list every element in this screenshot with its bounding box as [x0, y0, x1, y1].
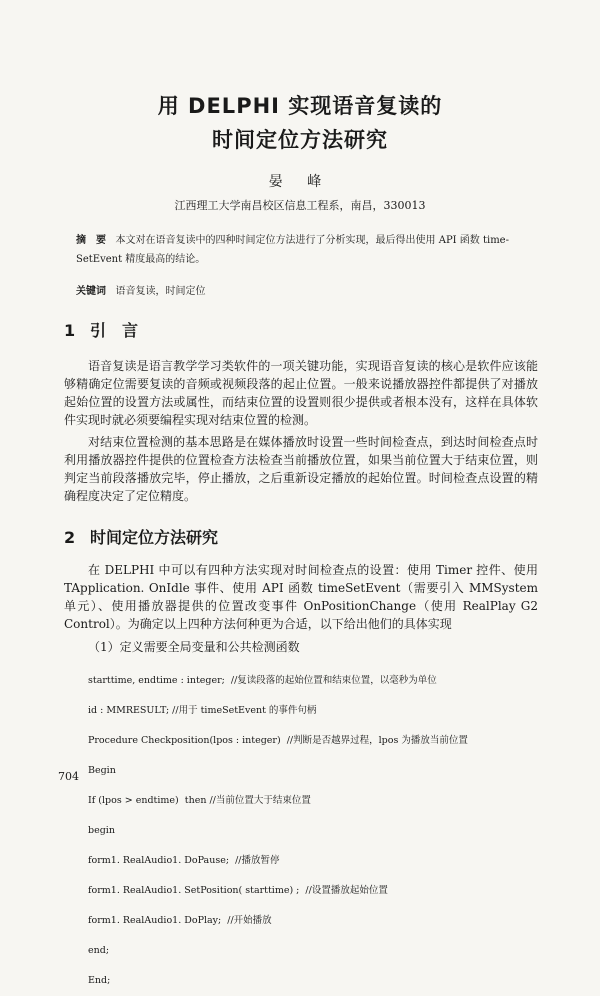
abstract-text-line-1: 本文对在语音复读中的四种时间定位方法进行了分析实现，最后得出使用 API 函数 time- [115, 235, 509, 246]
section-2-heading [64, 525, 218, 548]
keywords-text: 语音复读，时间定位 [115, 286, 206, 297]
code-line: Begin [88, 765, 116, 776]
code-line: Procedure Checkposition(lpos : integer) //判断是否越界过程，lpos 为播放当前位置 [88, 735, 468, 746]
paper-title-line-1: 用 DELPHI 实现语音复读的 [157, 94, 443, 118]
section-1-paragraph-1: 语音复读是语言教学学习类软件的一项关键功能，实现语音复读的核心是软件应该能够精确定位需要复读的音频或视频段落的起止位置。一般来说播放器控件都提供了对播放起始位置的设置方法或属性，而结束位置的设置则很少提供或者根本没有，这样在具体软件实现时就必须要编程实现对结束位置的检测。 [64, 359, 538, 427]
section-1-paragraph-2: 对结束位置检测的基本思路是在媒体播放时设置一些时间检查点，到达时间检查点时利用播放器控件提供的位置检查方法检查当前播放位置，如果当前位置大于结束位置，则判定当前段落播放完毕，停止播放，之后重新设定播放的起始位置。时间检查点设置的精确程度决定了定位精度。 [64, 435, 538, 503]
code-block [88, 656, 468, 996]
abstract-label: 摘 要 [76, 235, 106, 246]
section-1-number: 1 [64, 321, 76, 340]
section-2-number: 2 [64, 528, 76, 547]
section-1-title: 引 言 [90, 321, 139, 340]
section-1-heading [64, 318, 138, 341]
code-line: form1. RealAudio1. DoPause; //播放暂停 [88, 855, 280, 866]
code-line: begin [88, 825, 115, 836]
keywords [76, 282, 206, 301]
code-line: id : MMRESULT; //用于 timeSetEvent 的事件句柄 [88, 705, 317, 716]
abstract [76, 231, 536, 269]
section-2-title: 时间定位方法研究 [90, 528, 219, 547]
affiliation: 江西理工大学南昌校区信息工程系，南昌，330013 [174, 199, 426, 212]
page-number: 704 [58, 770, 79, 783]
code-line: form1. RealAudio1. DoPlay; //开始播放 [88, 915, 272, 926]
paper-title-line-2: 时间定位方法研究 [212, 128, 388, 152]
code-line: form1. RealAudio1. SetPosition( starttime) ; //设置播放起始位置 [88, 885, 388, 896]
code-line: end; [88, 945, 110, 956]
section-2-paragraph-1: 在 DELPHI 中可以有四种方法实现对时间检查点的设置：使用 Timer 控件、使用 TApplication. OnIdle 事件、使用 API 函数 timeSetEvent（需要引入 MMSystem 单元）、使用播放器提供的位置改变事件 OnPositionChange（使用 RealPlay G2 Control）。为确定以上四种方法何种更为合适，以下给出他们的具体实现 [64, 563, 538, 631]
code-line: If (lpos > endtime) then //当前位置大于结束位置 [88, 795, 311, 806]
keywords-label: 关键词 [76, 286, 106, 297]
subsection-1-heading: （1）定义需要全局变量和公共检测函数 [88, 640, 300, 654]
abstract-text-line-2: SetEvent 精度最高的结论。 [76, 254, 206, 265]
author: 晏 峰 [268, 174, 332, 190]
code-line: starttime, endtime : integer; //复读段落的起始位置和结束位置，以毫秒为单位 [88, 675, 437, 686]
code-line: End; [88, 975, 111, 986]
